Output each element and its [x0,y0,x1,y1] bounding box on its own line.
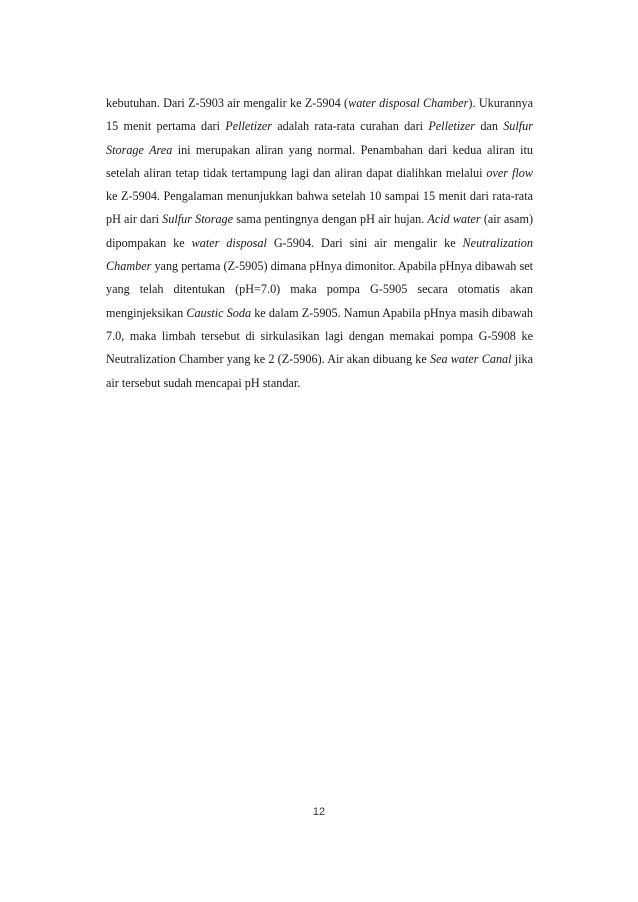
italic-term: water disposal [191,235,267,250]
page-number: 12 [312,806,326,818]
italic-term: Sea water Canal [429,352,512,367]
italic-term: over flow [486,165,533,180]
text-span: dan [475,119,504,134]
text-span: G-5904. Dari sini air mengalir ke [266,235,463,250]
italic-term: Acid water [427,212,481,227]
italic-term: Sulfur Storage Area [106,119,533,157]
body-paragraph [106,92,533,395]
italic-term: water disposal Chamber [348,96,469,110]
text-span: sama pentingnya dengan pH air hujan. [233,212,428,227]
text-span: ). Ukurannya 15 menit pertama dari [106,96,533,134]
text-span: ini merupakan aliran yang normal. Penambahan dari kedua aliran itu setelah aliran tetap tidak tertampung lagi dan aliran dapat dialihkan melalui [106,142,533,180]
italic-term: Pelletizer [225,119,272,134]
italic-term: Caustic Soda [186,305,252,320]
italic-term: Sulfur Storage [162,212,234,227]
italic-term: Neutralization Chamber [106,235,533,274]
text-span: (air asam) dipompakan ke [106,212,533,250]
text-span: adalah rata-rata curahan dari [271,119,429,134]
text-span: yang pertama (Z-5905) dimana pHnya dimonitor. Apabila pHnya dibawah set yang telah ditentukan (pH=7.0) maka pompa G-5905 secara otomatis akan menginjeksikan [106,259,533,320]
text-span: ke Z-5904. Pengalaman menunjukkan bahwa setelah 10 sampai 15 menit dari rata-rata pH air dari [106,189,533,227]
text-span: kebutuhan. Dari Z-5903 air mengalir ke Z-5904 ( [106,96,349,110]
italic-term: Pelletizer [428,119,476,134]
text-span: ke dalam Z-5905. Namun Apabila pHnya masih dibawah 7.0, maka limbah tersebut di sirkulasikan lagi dengan memakai pompa G-5908 ke Neutralization Chamber yang ke 2 (Z-5906). Air akan dibuang ke [106,305,533,367]
text-span: jika air tersebut sudah mencapai pH standar. [106,352,533,390]
